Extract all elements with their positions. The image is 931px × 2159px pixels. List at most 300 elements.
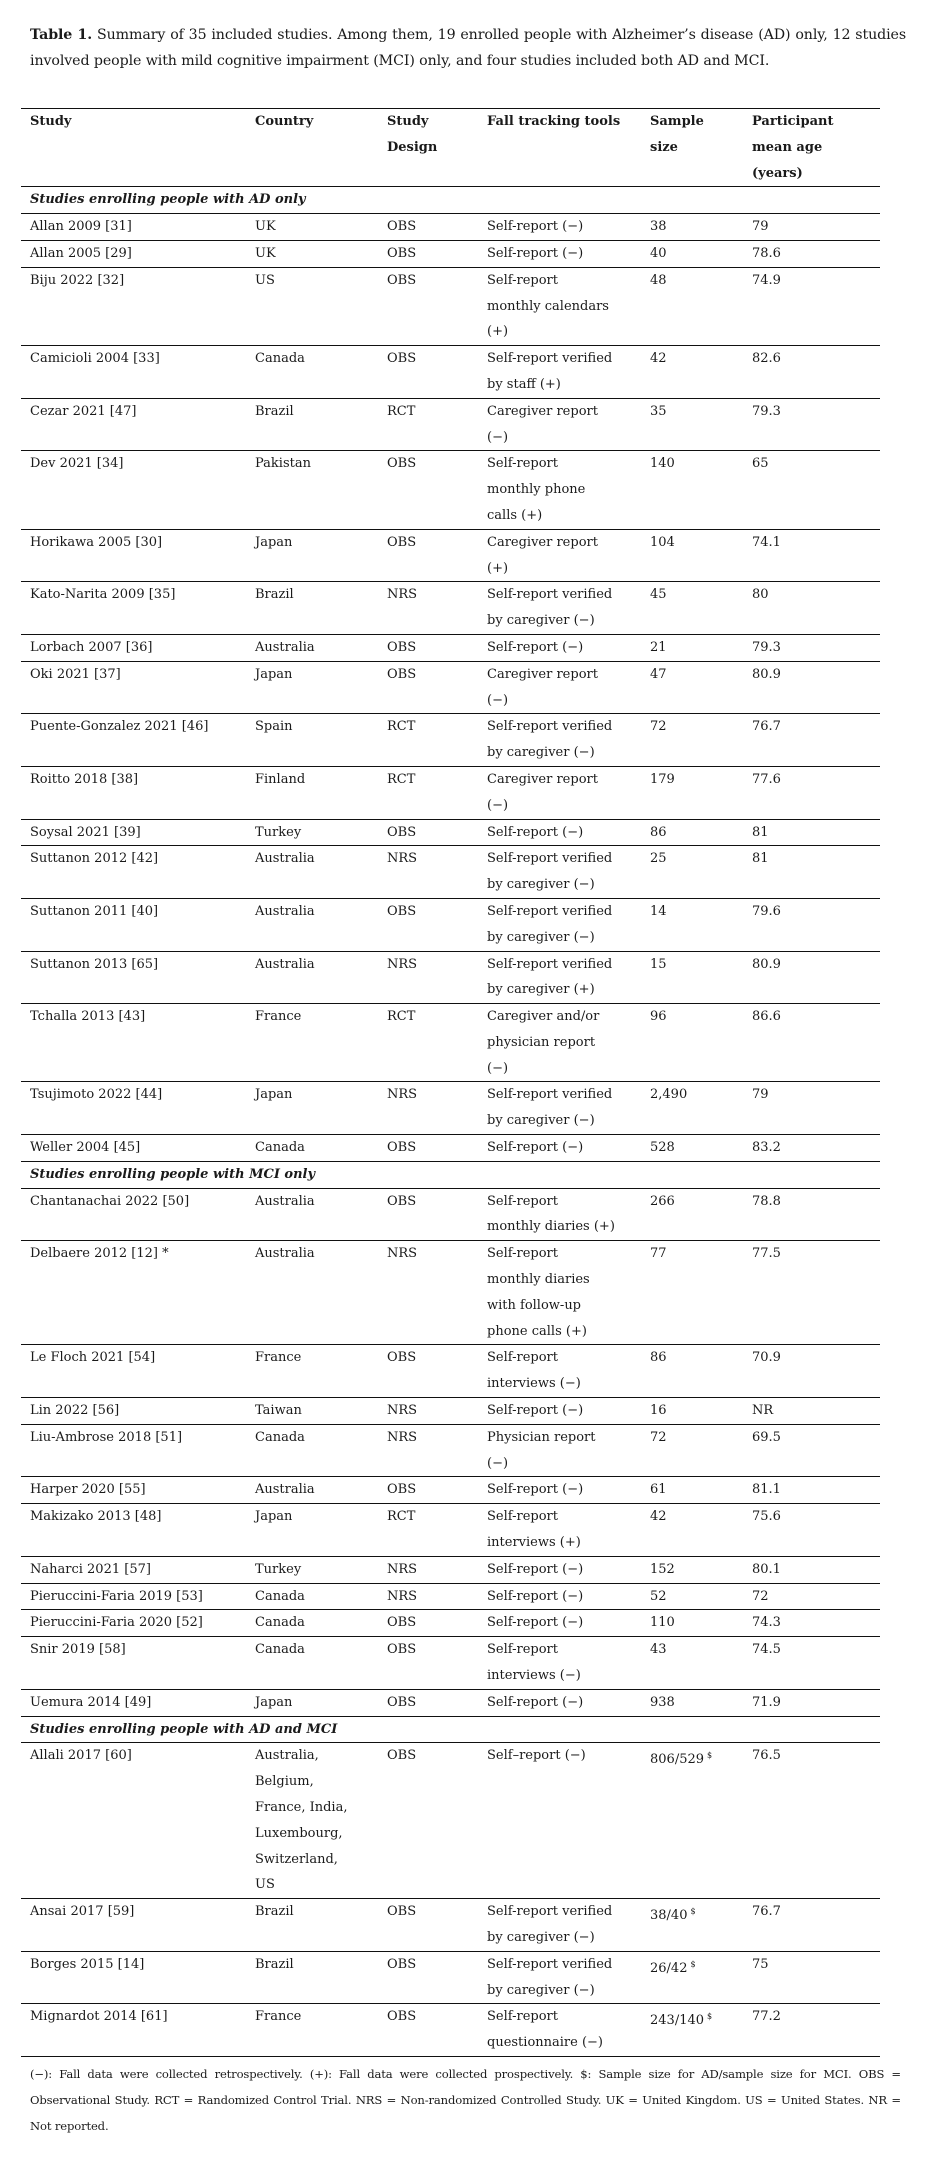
mean-age-cell: 80.9: [752, 956, 781, 972]
study-cell: [21, 951, 246, 1004]
sample-size-cell: [641, 267, 743, 345]
country-cell-line: Australia: [255, 1193, 315, 1209]
tools-cell: [478, 1241, 641, 1345]
tools-cell: [478, 1504, 641, 1557]
study-cell: [21, 240, 246, 267]
study-cell-line: Chantanachai 2022 [50]: [30, 1193, 190, 1209]
table-row: [21, 1345, 880, 1398]
sample-size-value: 42: [650, 351, 667, 367]
study-cell: [21, 1504, 246, 1557]
country-cell: [246, 898, 378, 951]
section-title: Studies enrolling people with MCI only: [30, 1166, 316, 1182]
sample-size-cell: [641, 1477, 743, 1504]
tools-cell-line: Self-report (−): [487, 824, 584, 840]
sample-size-cell: [641, 1637, 743, 1690]
tools-cell: [478, 1743, 641, 1899]
caption-text: Summary of 35 included studies. Among them, 19 enrolled people with Alzheimer’s disease (AD) only, 12 studies involved people with mild cognitive impairment (MCI) only, and four studies included both AD and MCI.: [30, 27, 907, 69]
design-cell: OBS: [387, 903, 417, 919]
country-cell: [246, 451, 378, 529]
tools-cell: [478, 1610, 641, 1637]
country-cell-line: Brazil: [255, 1956, 294, 1972]
country-cell-line: Canada: [255, 1615, 305, 1631]
study-cell-line: Borges 2015 [14]: [30, 1956, 145, 1972]
country-cell-line: Japan: [255, 1087, 293, 1103]
country-cell-line: Belgium,: [255, 1774, 314, 1790]
sample-size-cell: [641, 1398, 743, 1425]
country-cell-line: US: [255, 1877, 275, 1893]
tools-cell-line: by caregiver (+): [487, 982, 595, 998]
mean-age-cell: 79.6: [752, 903, 781, 919]
country-cell: [246, 1241, 378, 1345]
design-cell: OBS: [387, 639, 417, 655]
sample-size-value: 2,490: [650, 1087, 688, 1103]
sample-size-cell: [641, 2004, 743, 2057]
tools-cell-line: Self-report verified: [487, 719, 613, 735]
study-cell: [21, 529, 246, 582]
sample-size-footnote-mark: $: [707, 1751, 713, 1761]
column-header-study: [21, 109, 246, 187]
country-cell-line: UK: [255, 219, 276, 235]
design-cell: RCT: [387, 719, 416, 735]
tools-cell: [478, 1556, 641, 1583]
mean-age-cell: 81: [752, 824, 769, 840]
tools-cell-line: Self-report (−): [487, 639, 584, 655]
mean-age-cell: 75: [752, 1956, 769, 1972]
tools-cell-line: Self-report: [487, 1642, 558, 1658]
sample-size-cell: [641, 1082, 743, 1135]
tools-cell: [478, 819, 641, 846]
tools-cell-line: Self-report verified: [487, 351, 613, 367]
study-cell: [21, 1743, 246, 1899]
table-row: [21, 240, 880, 267]
sample-size-value: 40: [650, 245, 667, 261]
country-cell: [246, 846, 378, 899]
sample-size-cell: [641, 214, 743, 241]
country-cell: [246, 1743, 378, 1899]
section-row: [21, 187, 880, 214]
sample-size-cell: [641, 346, 743, 399]
sample-size-cell: [641, 240, 743, 267]
tools-cell: [478, 240, 641, 267]
design-cell: OBS: [387, 245, 417, 261]
mean-age-cell: 78.6: [752, 245, 781, 261]
sample-size-cell: [641, 634, 743, 661]
study-cell-line: Horikawa 2005 [30]: [30, 534, 163, 550]
study-cell-line: Pieruccini-Faria 2019 [53]: [30, 1588, 203, 1604]
tools-cell-line: Self-report verified: [487, 1087, 613, 1103]
sample-size-cell: [641, 1951, 743, 2004]
study-cell: [21, 846, 246, 899]
tools-cell-line: (−): [487, 1455, 509, 1471]
tools-cell: [478, 1135, 641, 1162]
tools-cell-line: Self-report verified: [487, 1904, 613, 1920]
tools-cell: [478, 898, 641, 951]
design-cell: NRS: [387, 956, 418, 972]
sample-size-value: 47: [650, 666, 667, 682]
tools-cell: [478, 1424, 641, 1477]
study-cell-line: Tsujimoto 2022 [44]: [30, 1087, 163, 1103]
country-cell: [246, 1188, 378, 1241]
study-cell: [21, 214, 246, 241]
tools-cell: [478, 634, 641, 661]
tools-cell-line: Self-report: [487, 2009, 558, 2025]
table-row: [21, 1241, 880, 1345]
design-cell: OBS: [387, 1904, 417, 1920]
country-cell-line: France: [255, 2009, 302, 2025]
country-cell: [246, 661, 378, 714]
country-cell-line: Turkey: [255, 824, 302, 840]
header-line: Study: [387, 114, 429, 129]
study-cell: [21, 267, 246, 345]
country-cell-line: Canada: [255, 1588, 305, 1604]
sample-size-cell: [641, 661, 743, 714]
country-cell-line: Japan: [255, 534, 293, 550]
country-cell: [246, 1135, 378, 1162]
country-cell-line: Brazil: [255, 1904, 294, 1920]
study-cell-line: Allan 2005 [29]: [30, 245, 132, 261]
study-cell: [21, 1899, 246, 1952]
table-row: [21, 582, 880, 635]
study-cell-line: Lorbach 2007 [36]: [30, 639, 153, 655]
tools-cell-line: with follow-up: [487, 1297, 582, 1313]
tools-cell-line: Self-report: [487, 1246, 558, 1262]
country-cell: [246, 214, 378, 241]
table-row: [21, 267, 880, 345]
country-cell-line: Australia: [255, 903, 315, 919]
header-line: mean age: [752, 139, 823, 155]
column-header-participant-mean-age: [743, 109, 880, 187]
tools-cell-line: Caregiver report: [487, 771, 598, 787]
tools-cell: [478, 398, 641, 451]
tools-cell-line: monthly calendars: [487, 298, 609, 314]
country-cell: [246, 1689, 378, 1716]
mean-age-cell: 80: [752, 587, 769, 603]
sample-size-value: 96: [650, 1009, 667, 1025]
study-cell-line: Snir 2019 [58]: [30, 1642, 126, 1658]
table-caption: [30, 22, 906, 74]
tools-cell: [478, 1637, 641, 1690]
sample-size-value: 110: [650, 1615, 675, 1631]
sample-size-cell: [641, 898, 743, 951]
country-cell-line: Luxembourg,: [255, 1825, 343, 1841]
tools-cell: [478, 1689, 641, 1716]
table-row: [21, 346, 880, 399]
tools-cell-line: (−): [487, 1060, 509, 1076]
design-cell: OBS: [387, 1694, 417, 1710]
study-cell-line: Uemura 2014 [49]: [30, 1694, 152, 1710]
tools-cell-line: Caregiver and/or: [487, 1009, 600, 1025]
table-row: [21, 1951, 880, 2004]
tools-cell-line: Caregiver report: [487, 403, 598, 419]
sample-size-cell: [641, 398, 743, 451]
study-cell-line: Pieruccini-Faria 2020 [52]: [30, 1615, 203, 1631]
country-cell-line: Taiwan: [255, 1403, 302, 1419]
table-row: [21, 846, 880, 899]
design-cell: OBS: [387, 2009, 417, 2025]
sample-size-value: 21: [650, 639, 667, 655]
table-header: [21, 109, 880, 187]
tools-cell-line: calls (+): [487, 507, 543, 523]
design-cell: OBS: [387, 1642, 417, 1658]
section-title: Studies enrolling people with AD and MCI: [30, 1721, 338, 1737]
design-cell: OBS: [387, 1482, 417, 1498]
tools-cell-line: Caregiver report: [487, 666, 598, 682]
country-cell: [246, 1899, 378, 1952]
tools-cell-line: interviews (−): [487, 1668, 581, 1684]
sample-size-footnote-mark: $: [707, 2012, 713, 2022]
mean-age-cell: 82.6: [752, 351, 781, 367]
mean-age-cell: 69.5: [752, 1429, 781, 1445]
study-cell: [21, 2004, 246, 2057]
sample-size-cell: [641, 1743, 743, 1899]
mean-age-cell: 74.5: [752, 1642, 781, 1658]
tools-cell: [478, 1345, 641, 1398]
mean-age-cell: 75.6: [752, 1509, 781, 1525]
design-cell: OBS: [387, 272, 417, 288]
study-cell: [21, 898, 246, 951]
design-cell: OBS: [387, 1956, 417, 1972]
table-row: [21, 1135, 880, 1162]
country-cell: [246, 1477, 378, 1504]
tools-cell-line: Self-report (−): [487, 219, 584, 235]
tools-cell-line: phone calls (+): [487, 1323, 587, 1339]
sample-size-value: 45: [650, 587, 667, 603]
column-header-country: [246, 109, 378, 187]
mean-age-cell: 70.9: [752, 1350, 781, 1366]
mean-age-cell: 76.7: [752, 719, 781, 735]
tools-cell-line: by caregiver (−): [487, 929, 595, 945]
tools-cell: [478, 529, 641, 582]
country-cell: [246, 2004, 378, 2057]
tools-cell-line: physician report: [487, 1034, 596, 1050]
country-cell-line: Brazil: [255, 403, 294, 419]
study-cell: [21, 1637, 246, 1690]
tools-cell-line: by caregiver (−): [487, 613, 595, 629]
country-cell-line: UK: [255, 245, 276, 261]
study-cell: [21, 714, 246, 767]
study-cell-line: Naharci 2021 [57]: [30, 1561, 151, 1577]
tools-cell: [478, 451, 641, 529]
mean-age-cell: 80.1: [752, 1561, 781, 1577]
country-cell-line: Turkey: [255, 1561, 302, 1577]
study-cell-line: Puente-Gonzalez 2021 [46]: [30, 719, 209, 735]
country-cell-line: US: [255, 272, 275, 288]
table-row: [21, 951, 880, 1004]
mean-age-cell: 78.8: [752, 1193, 781, 1209]
tools-cell: [478, 661, 641, 714]
table-row: [21, 1583, 880, 1610]
sample-size-value: 152: [650, 1561, 675, 1577]
sample-size-value: 72: [650, 1429, 667, 1445]
country-cell-line: Australia: [255, 851, 315, 867]
tools-cell-line: by caregiver (−): [487, 1982, 595, 1998]
tools-cell-line: Self-report (−): [487, 1694, 584, 1710]
mean-age-cell: 74.1: [752, 534, 781, 550]
country-cell: [246, 1345, 378, 1398]
design-cell: OBS: [387, 1615, 417, 1631]
design-cell: OBS: [387, 1350, 417, 1366]
tools-cell: [478, 1004, 641, 1082]
country-cell-line: Finland: [255, 771, 306, 787]
table-row: [21, 1398, 880, 1425]
tools-cell-line: Self-report: [487, 1350, 558, 1366]
study-cell: [21, 1689, 246, 1716]
country-cell-line: Pakistan: [255, 456, 311, 472]
tools-cell-line: Self-report verified: [487, 587, 613, 603]
sample-size-value: 179: [650, 771, 675, 787]
column-header-fall-tracking-tools: [478, 109, 641, 187]
study-cell-line: Lin 2022 [56]: [30, 1403, 120, 1419]
sample-size-value: 15: [650, 956, 667, 972]
sample-size-cell: [641, 1556, 743, 1583]
study-cell: [21, 1188, 246, 1241]
study-cell: [21, 1951, 246, 2004]
study-cell: [21, 1241, 246, 1345]
tools-cell: [478, 1477, 641, 1504]
sample-size-cell: [641, 1424, 743, 1477]
study-cell-line: Liu-Ambrose 2018 [51]: [30, 1429, 183, 1445]
country-cell: [246, 529, 378, 582]
tools-cell-line: interviews (−): [487, 1376, 581, 1392]
tools-cell: [478, 766, 641, 819]
design-cell: RCT: [387, 1509, 416, 1525]
table-row: [21, 1082, 880, 1135]
sample-size-value: 52: [650, 1588, 667, 1604]
study-cell: [21, 1610, 246, 1637]
design-cell: RCT: [387, 403, 416, 419]
country-cell: [246, 1951, 378, 2004]
tools-cell-line: monthly diaries (+): [487, 1219, 615, 1235]
sample-size-cell: [641, 714, 743, 767]
sample-size-value: 86: [650, 1350, 667, 1366]
sample-size-value: 38/40: [650, 1908, 688, 1924]
sample-size-value: 266: [650, 1193, 675, 1209]
study-cell-line: Allali 2017 [60]: [30, 1748, 132, 1764]
table-row: [21, 1610, 880, 1637]
table-row: [21, 1689, 880, 1716]
study-cell-line: Biju 2022 [32]: [30, 272, 125, 288]
mean-age-cell: 76.7: [752, 1904, 781, 1920]
tools-cell-line: Caregiver report: [487, 534, 598, 550]
sample-size-cell: [641, 766, 743, 819]
tools-cell-line: Self-report verified: [487, 903, 613, 919]
sample-size-value: 35: [650, 403, 667, 419]
study-cell: [21, 1477, 246, 1504]
tools-cell-line: by caregiver (−): [487, 1113, 595, 1129]
sample-size-value: 14: [650, 903, 667, 919]
mean-age-cell: 74.3: [752, 1615, 781, 1631]
mean-age-cell: 71.9: [752, 1694, 781, 1710]
header-line: Design: [387, 139, 438, 155]
section-row: [21, 1716, 880, 1743]
design-cell: NRS: [387, 1429, 418, 1445]
country-cell: [246, 1637, 378, 1690]
sample-size-cell: [641, 1610, 743, 1637]
country-cell: [246, 1504, 378, 1557]
mean-age-cell: 83.2: [752, 1140, 781, 1156]
sample-size-value: 528: [650, 1140, 675, 1156]
mean-age-cell: 72: [752, 1588, 769, 1604]
design-cell: OBS: [387, 1140, 417, 1156]
country-cell-line: Japan: [255, 1694, 293, 1710]
tools-cell: [478, 346, 641, 399]
sample-size-cell: [641, 1899, 743, 1952]
study-cell: [21, 766, 246, 819]
country-cell: [246, 1424, 378, 1477]
header-line: Participant: [752, 114, 834, 129]
study-cell: [21, 582, 246, 635]
study-cell: [21, 1135, 246, 1162]
design-cell: OBS: [387, 1748, 417, 1764]
design-cell: NRS: [387, 851, 418, 867]
tools-cell-line: by caregiver (−): [487, 745, 595, 761]
design-cell: OBS: [387, 666, 417, 682]
design-cell: NRS: [387, 1246, 418, 1262]
header-row: [21, 109, 880, 187]
sample-size-value: 61: [650, 1482, 667, 1498]
study-cell-line: Tchalla 2013 [43]: [30, 1009, 146, 1025]
header-line: (years): [752, 165, 803, 181]
country-cell: [246, 1583, 378, 1610]
table-footnote: (−): Fall data were collected retrospectively. (+): Fall data were collected prospectively. $: Sample size for AD/sample size for MCI. OBS = Observational Study. RCT = Randomized Control Trial. NRS = Non-randomized Controlled Study. UK = United Kingdom. US = United States. NR = Not reported.: [30, 2067, 901, 2133]
design-cell: NRS: [387, 1561, 418, 1577]
country-cell-line: Japan: [255, 1509, 293, 1525]
tools-cell-line: Self-report verified: [487, 1956, 613, 1972]
studies-table: [21, 108, 880, 2057]
column-header-sample-size: [641, 109, 743, 187]
sample-size-value: 38: [650, 219, 667, 235]
table-row: [21, 398, 880, 451]
sample-size-cell: [641, 1188, 743, 1241]
study-cell-line: Camicioli 2004 [33]: [30, 351, 160, 367]
country-cell-line: Brazil: [255, 587, 294, 603]
tools-cell-line: (+): [487, 324, 509, 340]
header-line: size: [650, 139, 678, 155]
mean-age-cell: 80.9: [752, 666, 781, 682]
country-cell: [246, 582, 378, 635]
sample-size-value: 42: [650, 1509, 667, 1525]
mean-age-cell: 74.9: [752, 272, 781, 288]
sample-size-footnote-mark: $: [690, 1907, 696, 1917]
header-line: Study: [30, 114, 72, 129]
sample-size-value: 86: [650, 824, 667, 840]
study-cell: [21, 1556, 246, 1583]
tools-cell-line: by caregiver (−): [487, 877, 595, 893]
table-row: [21, 1899, 880, 1952]
mean-age-cell: NR: [752, 1403, 774, 1419]
tools-cell: [478, 2004, 641, 2057]
study-cell: [21, 1082, 246, 1135]
study-cell: [21, 346, 246, 399]
study-cell-line: Roitto 2018 [38]: [30, 771, 139, 787]
study-cell-line: Soysal 2021 [39]: [30, 824, 141, 840]
tools-cell-line: interviews (+): [487, 1535, 581, 1551]
study-cell-line: Mignardot 2014 [61]: [30, 2009, 168, 2025]
country-cell: [246, 1610, 378, 1637]
tools-cell-line: Self-report (−): [487, 1403, 584, 1419]
table-row: [21, 214, 880, 241]
table-row: [21, 634, 880, 661]
sample-size-value: 77: [650, 1246, 667, 1262]
table-row: [21, 1556, 880, 1583]
tools-cell-line: Self-report (−): [487, 1140, 584, 1156]
tools-cell-line: Self-report verified: [487, 956, 613, 972]
sample-size-cell: [641, 582, 743, 635]
country-cell: [246, 819, 378, 846]
mean-age-cell: 77.2: [752, 2009, 781, 2025]
section-title: Studies enrolling people with AD only: [30, 192, 306, 208]
table-row: [21, 898, 880, 951]
